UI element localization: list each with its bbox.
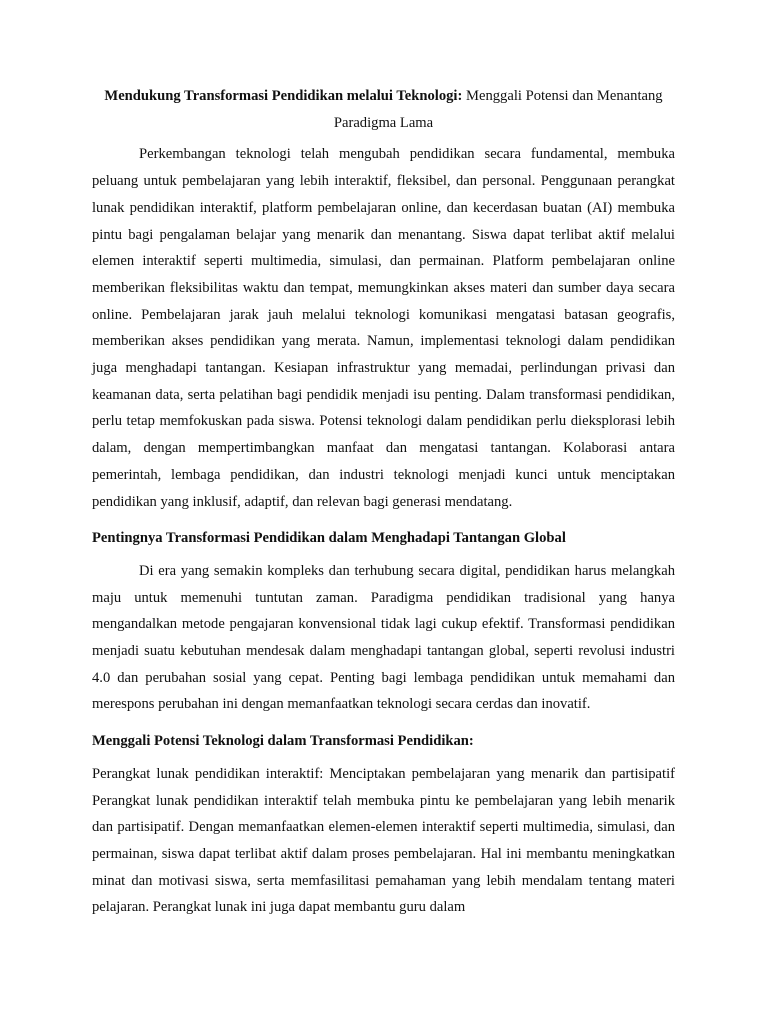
section-heading-technology-potential: Menggali Potensi Teknologi dalam Transformasi Pendidikan: (92, 733, 474, 750)
section-heading-global-challenges: Pentingnya Transformasi Pendidikan dalam Menghadapi Tantangan Global (92, 530, 566, 547)
intro-paragraph: Perkembangan teknologi telah mengubah pendidikan secara fundamental, membuka peluang untuk pembelajaran yang lebih interaktif, fleksibel, dan personal. Penggunaan perangkat lunak pendidikan interaktif, platform pembelajaran online, dan kecerdasan buatan (AI) membuka pintu bagi pengalaman belajar yang menarik dan menantang. Siswa dapat terlibat aktif melalui elemen interaktif seperti multimedia, simulasi, dan permainan. Platform pembelajaran online memberikan fleksibilitas waktu dan tempat, memungkinkan akses materi dan sumber daya secara online. Pembelajaran jarak jauh melalui teknologi komunikasi mengatasi batasan geografis, memberikan akses pendidikan yang merata. Namun, implementasi teknologi dalam pendidikan juga menghadapi tantangan. Kesiapan infrastruktur yang memadai, perlindungan privasi dan keamanan data, serta pelatihan bagi pendidik menjadi isu penting. Dalam transformasi pendidikan, perlu tetap memfokuskan pada siswa. Potensi teknologi dalam pendidikan perlu dieksplorasi lebih dalam, dengan mempertimbangkan manfaat dan mengatasi tantangan. Kolaborasi antara pemerintah, lembaga pendidikan, dan industri teknologi menjadi kunci untuk menciptakan pendidikan yang inklusif, adaptif, dan relevan bagi generasi mendatang. (92, 146, 675, 510)
document-title (92, 83, 675, 136)
section-paragraph-interactive-software: Perangkat lunak pendidikan interaktif: Menciptakan pembelajaran yang menarik dan partisipatif Perangkat lunak pendidikan interaktif telah membuka pintu ke pembelajaran yang lebih menarik dan partisipatif. Dengan memanfaatkan elemen-elemen interaktif seperti multimedia, simulasi, dan permainan, siswa dapat terlibat aktif dalam proses pembelajaran. Hal ini membantu meningkatkan minat dan motivasi siswa, serta memfasilitasi pemahaman yang lebih mendalam tentang materi pelajaran. Perangkat lunak ini juga dapat membantu guru dalam (92, 765, 675, 916)
title-bold-part: Mendukung Transformasi Pendidikan melalui Teknologi: (104, 88, 463, 104)
section-paragraph-global-challenges: Di era yang semakin kompleks dan terhubung secara digital, pendidikan harus melangkah maju untuk memenuhi tuntutan zaman. Paradigma pendidikan tradisional yang hanya mengandalkan metode pengajaran konvensional tidak lagi cukup efektif. Transformasi pendidikan menjadi suatu kebutuhan mendesak dalam menghadapi tantangan global, seperti revolusi industri 4.0 dan perubahan sosial yang cepat. Penting bagi lembaga pendidikan untuk memahami dan merespons perubahan ini dengan memanfaatkan teknologi secara cerdas dan inovatif. (92, 562, 675, 713)
title-regular-part: Menggali Potensi dan Menantang Paradigma Lama (333, 88, 663, 131)
document-page (92, 83, 675, 921)
